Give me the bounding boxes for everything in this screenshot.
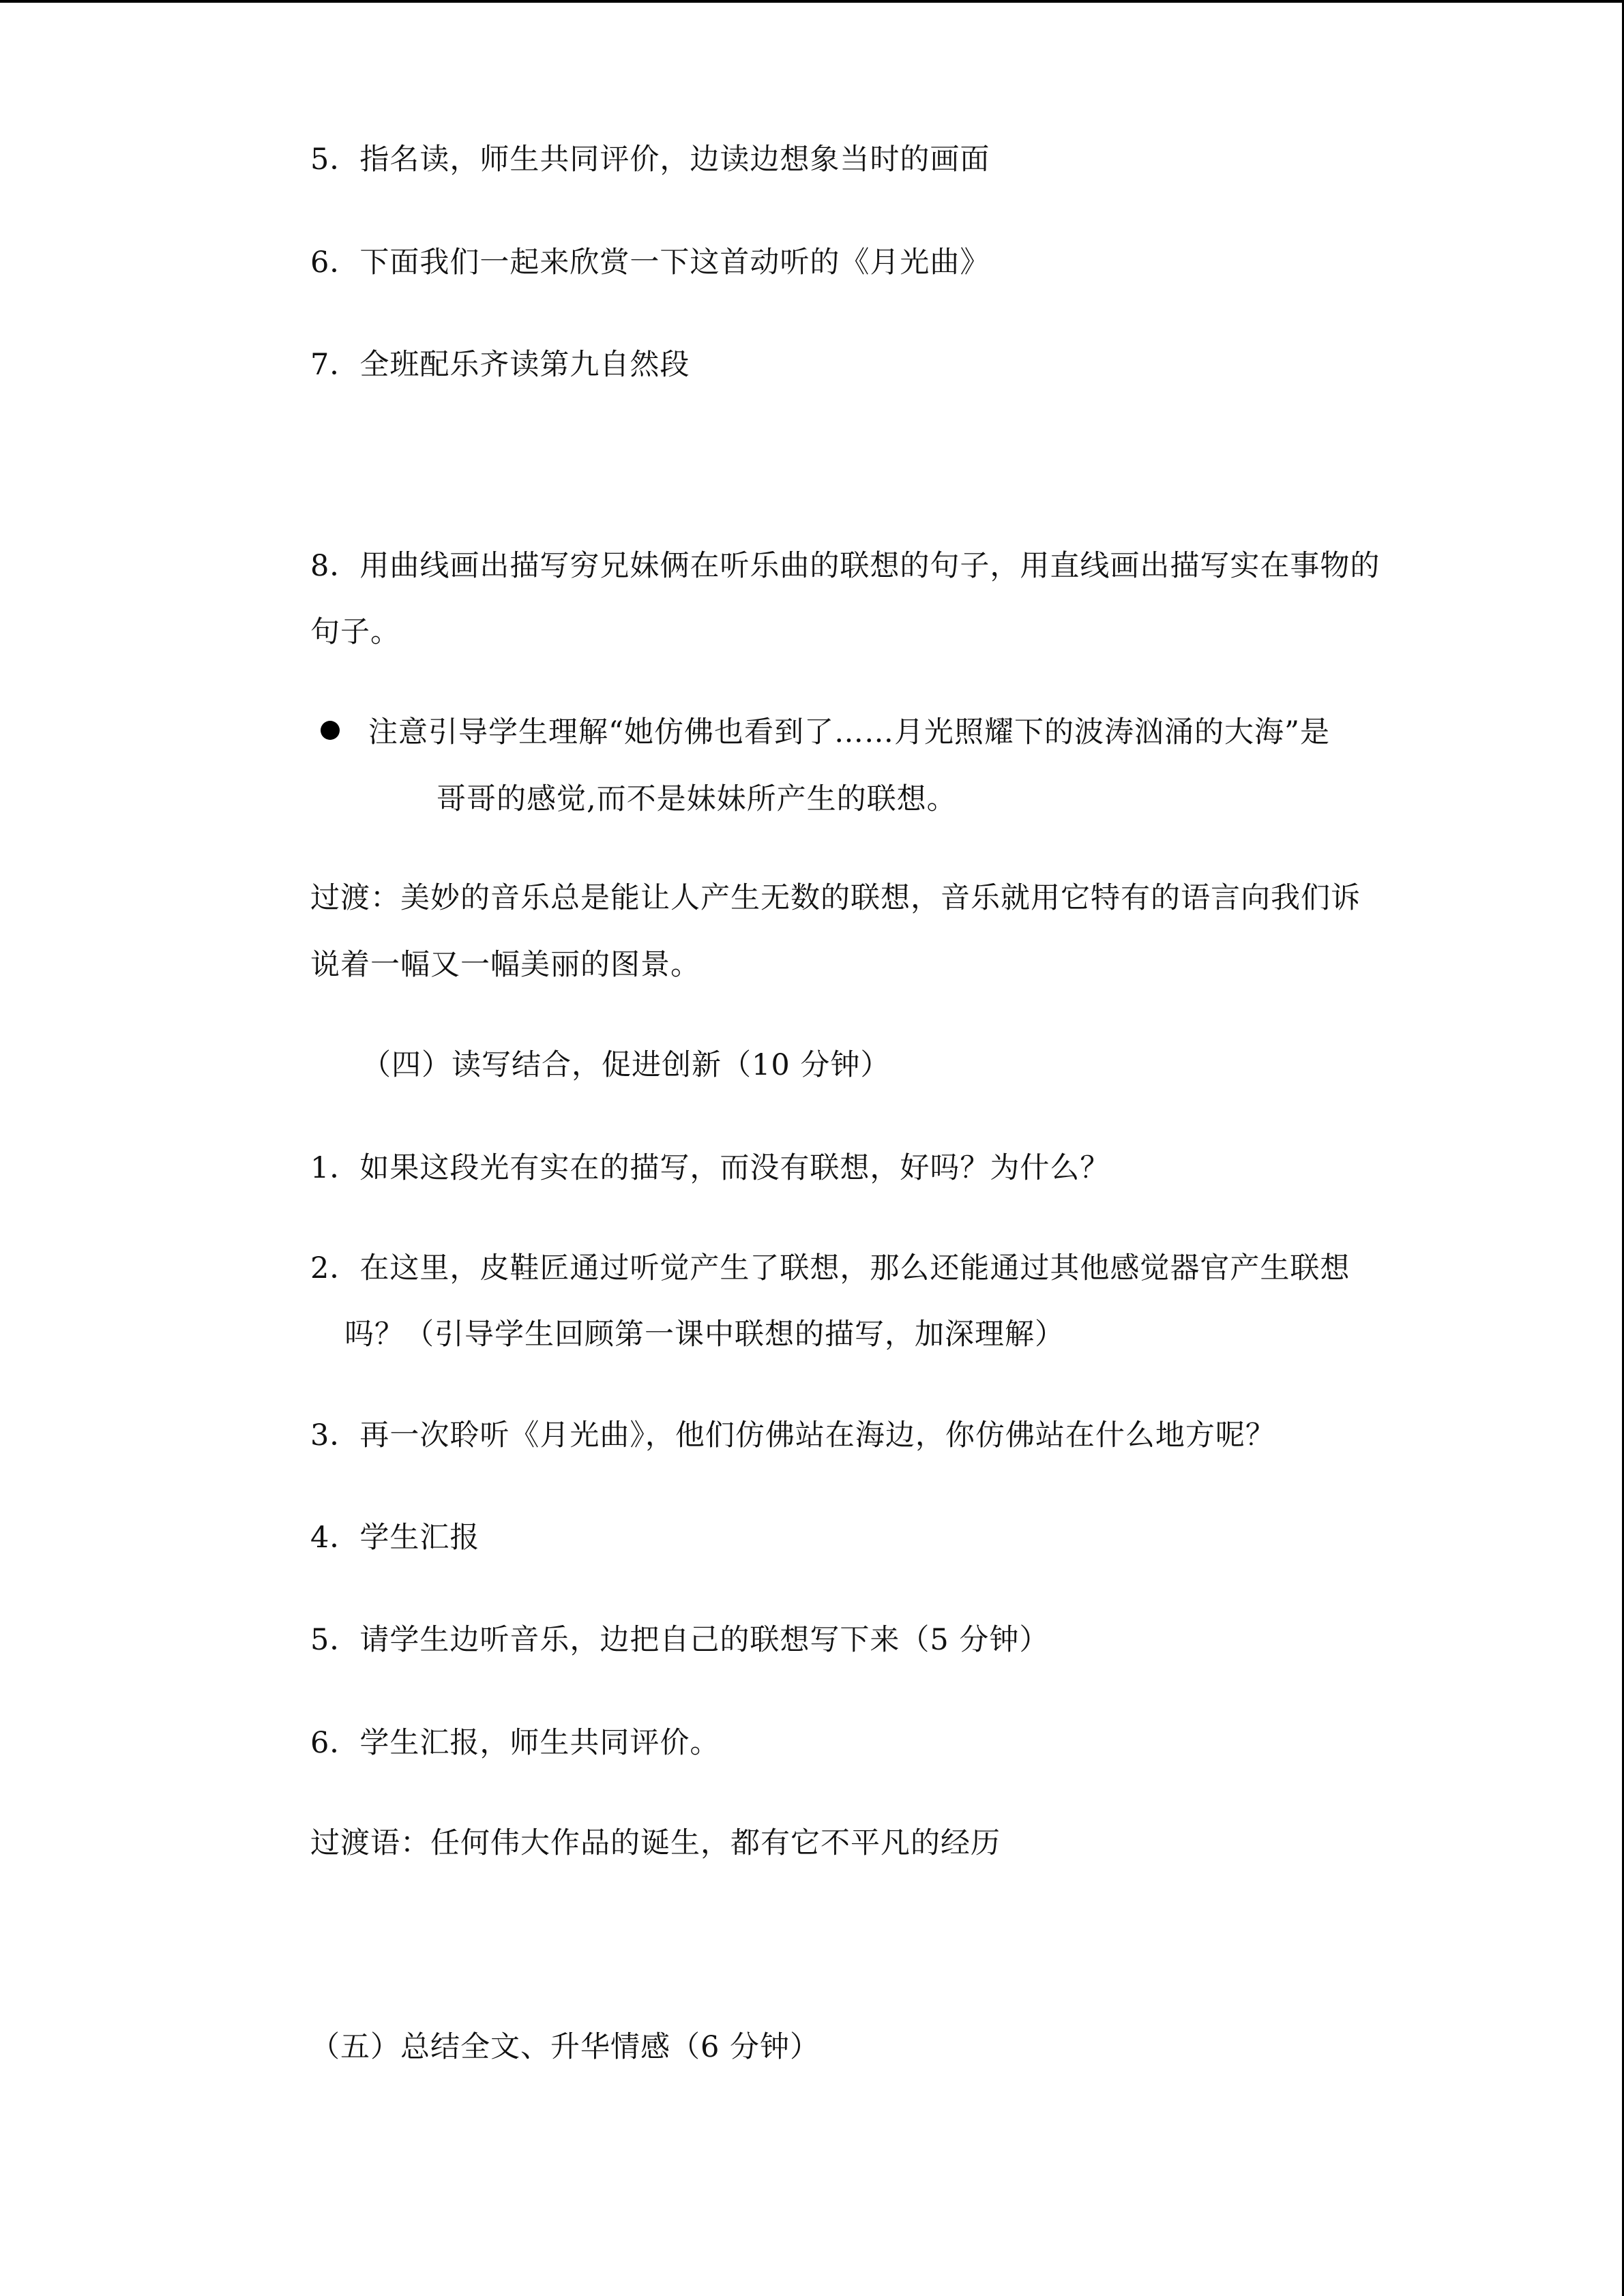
transition-line-2: 说着一幅又一幅美丽的图景。 xyxy=(310,948,700,982)
section-4-step-6: 6．学生汇报，师生共同评价。 xyxy=(310,1726,720,1760)
step-8-line-1: 8．用曲线画出描写穷兄妹俩在听乐曲的联想的句子，用直线画出描写实在事物的 xyxy=(310,549,1381,583)
section-4-step-1: 1．如果这段光有实在的描写，而没有联想，好吗？为什么？ xyxy=(310,1151,1110,1185)
transition-line-1: 过渡：美妙的音乐总是能让人产生无数的联想，音乐就用它特有的语言向我们诉 xyxy=(310,881,1361,915)
section-4-step-5: 5．请学生边听音乐，边把自己的联想写下来（5 分钟） xyxy=(310,1623,1050,1657)
transition-phrase: 过渡语：任何伟大作品的诞生，都有它不平凡的经历 xyxy=(310,1826,1001,1860)
section-4-step-3: 3．再一次聆听《月光曲》，他们仿佛站在海边，你仿佛站在什么地方呢？ xyxy=(310,1418,1275,1452)
step-7-class-reading: 7．全班配乐齐读第九自然段 xyxy=(310,348,690,382)
section-5-heading: （五）总结全文、升华情感（6 分钟） xyxy=(310,2030,821,2064)
page-top-border xyxy=(0,0,1624,3)
section-4-step-2-line-1: 2．在这里，皮鞋匠通过听觉产生了联想，那么还能通过其他感觉器官产生联想 xyxy=(310,1251,1350,1285)
bullet-note-line-2: 哥哥的感觉,而不是妹妹所产生的联想。 xyxy=(437,782,957,816)
section-4-heading: （四）读写结合，促进创新（10 分钟） xyxy=(361,1048,891,1082)
bullet-icon xyxy=(321,721,340,740)
section-4-step-4: 4．学生汇报 xyxy=(310,1521,480,1555)
step-6-listen-moonlight: 6．下面我们一起来欣赏一下这首动听的《月光曲》 xyxy=(310,245,990,280)
section-4-step-2-line-2: 吗？（引导学生回顾第一课中联想的描写，加深理解） xyxy=(344,1317,1065,1352)
step-8-line-2: 句子。 xyxy=(310,615,400,649)
step-5-read-aloud: 5．指名读，师生共同评价，边读边想象当时的画面 xyxy=(310,143,990,177)
bullet-note-line-1: 注意引导学生理解“她仿佛也看到了……月光照耀下的波涛汹涌的大海”是 xyxy=(368,715,1330,749)
